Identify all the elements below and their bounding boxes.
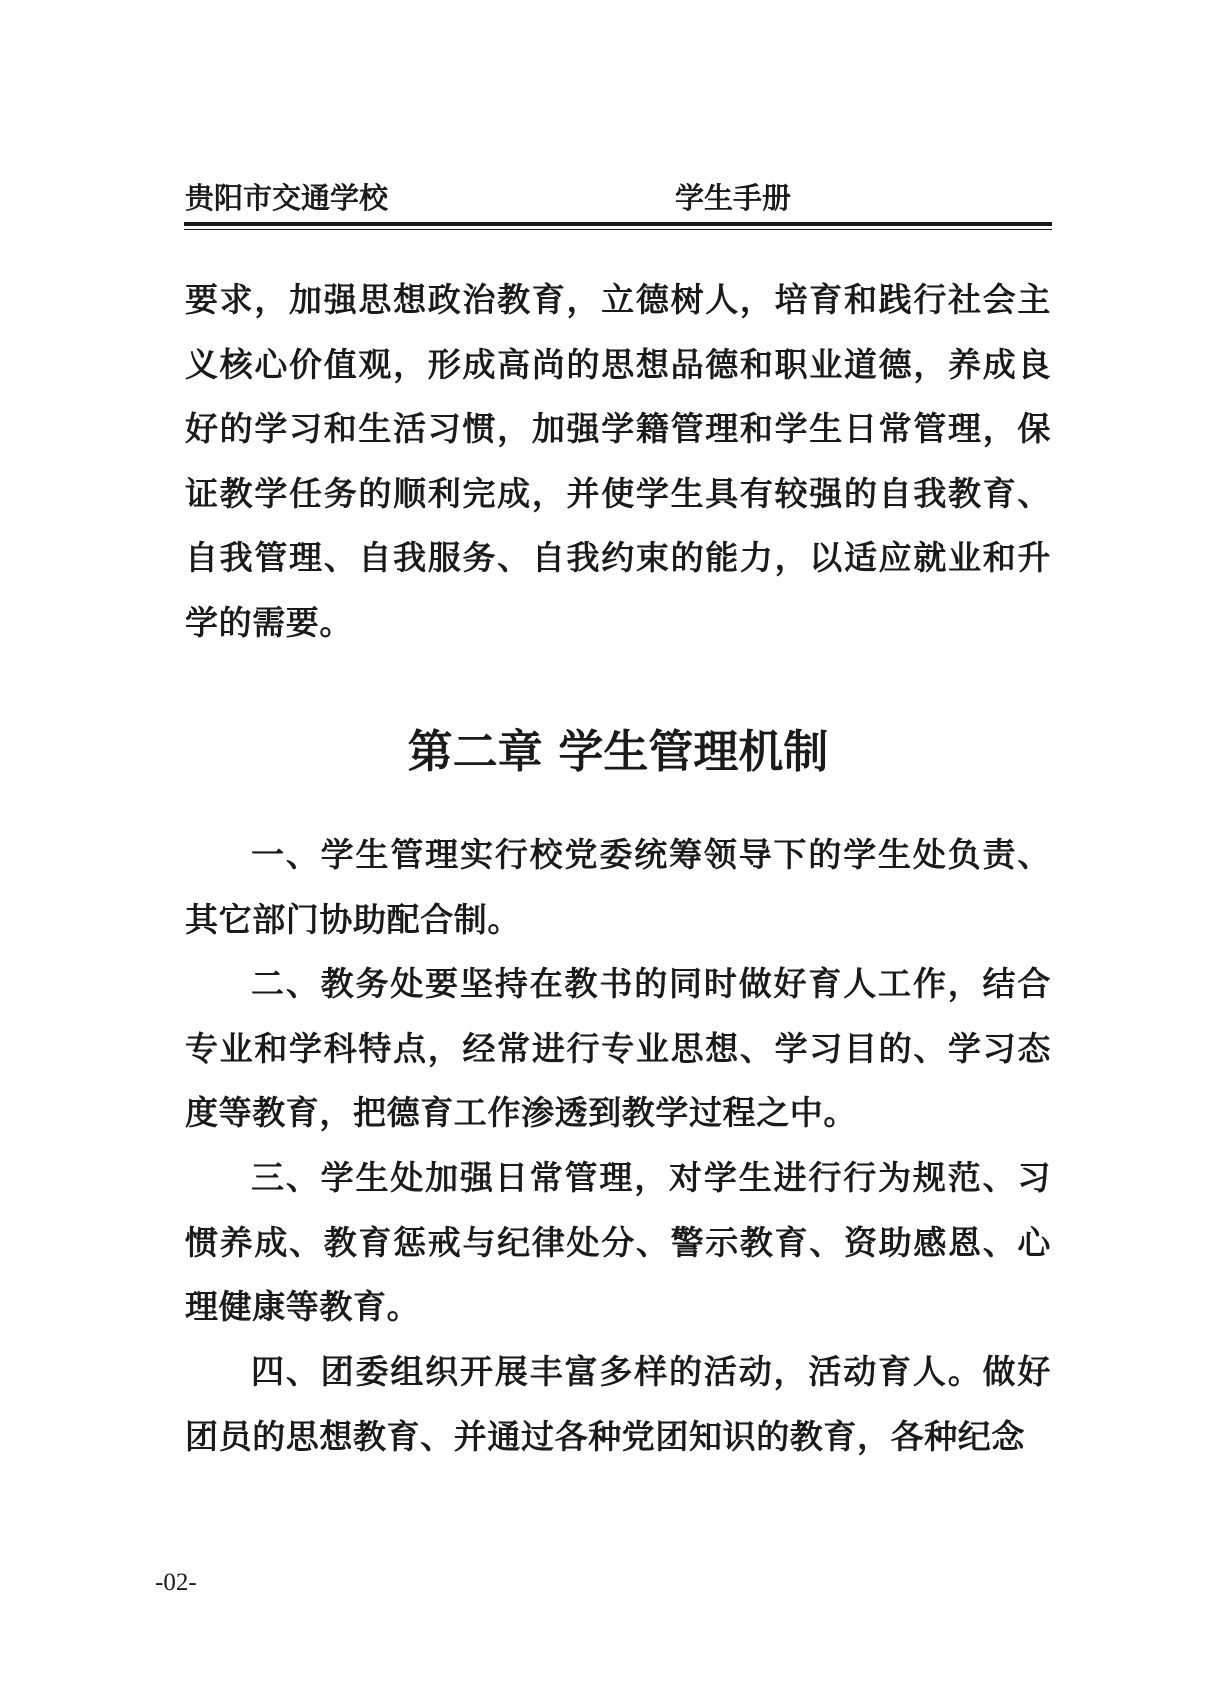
header-rule-thin [184, 229, 1052, 230]
chapter-title: 第二章 学生管理机制 [407, 725, 829, 778]
header-rule-thick [184, 222, 1052, 226]
continued-paragraph: 要求，加强思想政治教育，立德树人，培育和践行社会主义核心价值观，形成高尚的思想品德和职业道德，养成良好的学习和生活习惯，加强学籍管理和学生日常管理，保证教学任务的顺利完成，并使学生具有较强的自我教育、自我管理、自我服务、自我约束的能力，以适应就业和升学的需要。 [185, 280, 1051, 642]
paragraph-item-1: 一、学生管理实行校党委统筹领导下的学生处负责、其它部门协助配合制。 [185, 835, 1051, 939]
running-header [185, 178, 1051, 218]
paragraph-item-4: 四、团委组织开展丰富多样的活动，活动育人。做好团员的思想教育、并通过各种党团知识的教育，各种纪念 [185, 1352, 1051, 1456]
paragraph-item-2: 二、教务处要坚持在教书的同时做好育人工作，结合专业和学科特点，经常进行专业思想、学习目的、学习态度等教育，把德育工作渗透到教学过程之中。 [185, 964, 1051, 1133]
header-school-name: 贵阳市交通学校 [185, 181, 389, 215]
page-number: -02- [155, 1569, 197, 1596]
header-handbook-title: 学生手册 [675, 181, 792, 215]
paragraph-item-3: 三、学生处加强日常管理，对学生进行行为规范、习惯养成、教育惩戒与纪律处分、警示教育、资助感恩、心理健康等教育。 [185, 1158, 1051, 1327]
